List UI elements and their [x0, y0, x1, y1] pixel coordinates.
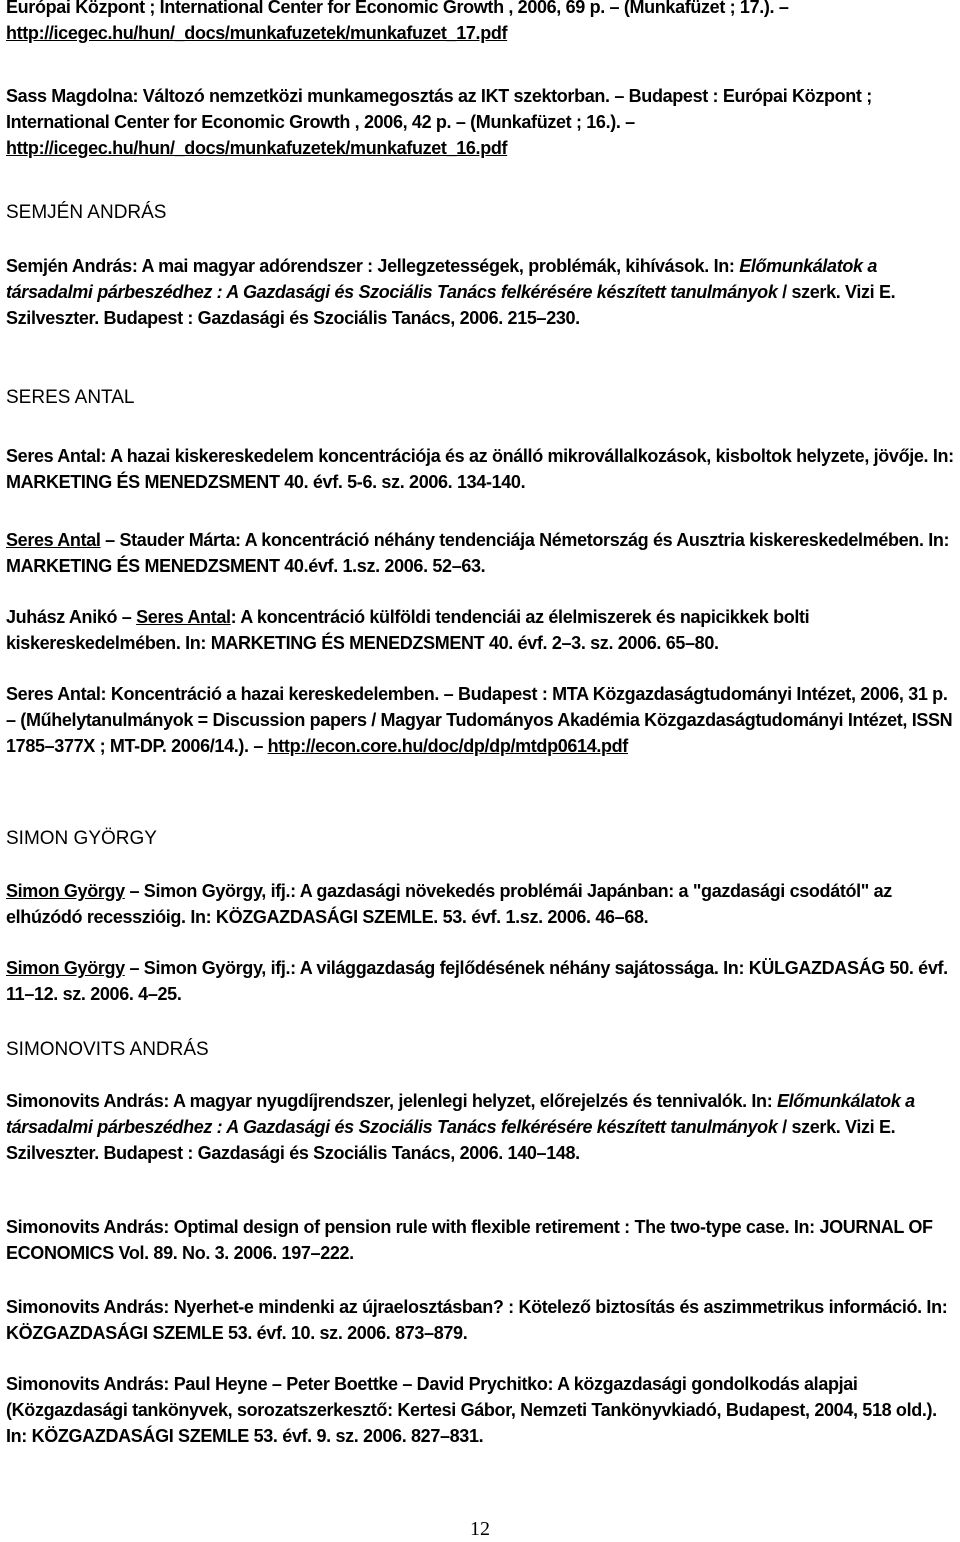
entry-text: Simonovits András: Paul Heyne – Peter Boettke – David Prychitko: A közgazdasági gondolkodás alapjai (Közgazdasági tankönyvek, sorozatszerkesztő: Kertesi Gábor, Nemzeti Tankönyvkiadó, Budapest, 2004, 518 old.). In: KÖZGAZDASÁGI SZEMLE 53. évf. 9. sz. 2006. 827–831.: [6, 1374, 937, 1446]
entry-author-underlined: Simon György: [6, 958, 125, 978]
entry-text: Simonovits András: Optimal design of pension rule with flexible retirement : The two-type case. In: JOURNAL OF ECONOMICS Vol. 89. No. 3. 2006. 197–222.: [6, 1217, 933, 1263]
entry-text: Simonovits András: A magyar nyugdíjrendszer, jelenlegi helyzet, előrejelzés és tennivalók. In:: [6, 1091, 777, 1111]
bibliography-entry: [6, 681, 954, 759]
author-heading: SIMON GYÖRGY: [6, 828, 157, 849]
document-page: [6, 0, 954, 1542]
entry-text-tail: / szerk. Vizi E. Szilveszter. Budapest : Gazdasági és Szociális Tanács, 2006. 215–230.: [6, 282, 896, 328]
entry-text-lead: Juhász Anikó –: [6, 607, 137, 627]
bibliography-entry: [6, 878, 954, 930]
entry-text: Semjén András: A mai magyar adórendszer : Jellegzetességek, problémák, kihívások. In:: [6, 256, 740, 276]
entry-text-tail: / szerk. Vizi E. Szilveszter. Budapest : Gazdasági és Szociális Tanács, 2006. 140–148.: [6, 1117, 896, 1163]
bibliography-entry: [6, 955, 954, 1007]
bibliography-entry: [6, 1371, 954, 1449]
entry-text: Seres Antal: A hazai kiskereskedelem koncentrációja és az önálló mikrovállalkozások, kisboltok helyzete, jövője. In: MARKETING ÉS MENEDZSMENT 40. évf. 5-6. sz. 2006. 134-140.: [6, 446, 954, 492]
entry-text: Sass Magdolna: Változó nemzetközi munkamegosztás az IKT szektorban. – Budapest : Európai Központ ; International Center for Economic Growth , 2006, 42 p. – (Munkafüzet ; 16.). –: [6, 86, 872, 132]
entry-text: – Stauder Márta: A koncentráció néhány tendenciája Németország és Ausztria kiskereskedelmében. In: MARKETING ÉS MENEDZSMENT 40.évf. 1.sz. 2006. 52–63.: [6, 530, 950, 576]
page-number: 12: [470, 1518, 490, 1540]
bibliography-entry: [6, 83, 954, 161]
bibliography-entry: [6, 1294, 954, 1346]
entry-text: Simonovits András: Nyerhet-e mindenki az újraelosztásban? : Kötelező biztosítás és aszimmetrikus információ. In: KÖZGAZDASÁGI SZEMLE 53. évf. 10. sz. 2006. 873–879.: [6, 1297, 948, 1343]
entry-author-underlined: Seres Antal: [6, 530, 101, 550]
entry-text: Európai Központ ; International Center for Economic Growth , 2006, 69 p. – (Munkafüzet ; 17.). –: [6, 0, 789, 17]
entry-link[interactable]: http://icegec.hu/hun/_docs/munkafuzetek/munkafuzet_16.pdf: [6, 138, 508, 158]
entry-text: : A koncentráció külföldi tendenciái az élelmiszerek és napicikkek bolti kiskereskedelmében. In: MARKETING ÉS MENEDZSMENT 40. évf. 2–3. sz. 2006. 65–80.: [6, 607, 810, 653]
bibliography-entry: [6, 443, 954, 495]
entry-author-underlined: Seres Antal: [136, 607, 231, 627]
bibliography-entry: [6, 253, 954, 331]
bibliography-entry: [6, 1214, 954, 1266]
author-heading: SERES ANTAL: [6, 387, 135, 408]
author-heading: SEMJÉN ANDRÁS: [6, 202, 167, 223]
bibliography-entry: [6, 1088, 954, 1166]
entry-text: – Simon György, ifj.: A világgazdaság fejlődésének néhány sajátossága. In: KÜLGAZDASÁG 50. évf. 11–12. sz. 2006. 4–25.: [6, 958, 948, 1004]
bibliography-entry: [6, 527, 954, 579]
entry-italic-title: Előmunkálatok a társadalmi párbeszédhez : A Gazdasági és Szociális Tanács felkérésére készített tanulmányok: [6, 256, 877, 302]
bibliography-entry: [6, 604, 954, 656]
entry-link[interactable]: http://icegec.hu/hun/_docs/munkafuzetek/munkafuzet_17.pdf: [6, 23, 508, 43]
entry-link[interactable]: http://econ.core.hu/doc/dp/dp/mtdp0614.pdf: [267, 736, 628, 756]
bibliography-entry: [6, 0, 954, 46]
entry-italic-title: Előmunkálatok a társadalmi párbeszédhez : A Gazdasági és Szociális Tanács felkérésére készített tanulmányok: [6, 1091, 915, 1137]
entry-text: – Simon György, ifj.: A gazdasági növekedés problémái Japánban: a "gazdasági csodától" az elhúzódó recesszióig. In: KÖZGAZDASÁGI SZEMLE. 53. évf. 1.sz. 2006. 46–68.: [6, 881, 892, 927]
entry-author-underlined: Simon György: [6, 881, 125, 901]
author-heading: SIMONOVITS ANDRÁS: [6, 1039, 209, 1060]
entry-text: Seres Antal: Koncentráció a hazai kereskedelemben. – Budapest : MTA Közgazdaságtudományi Intézet, 2006, 31 p. – (Műhelytanulmányok = Discussion papers / Magyar Tudományos Akadémia Közgazdaságtudományi Intézet, ISSN 1785–377X ; MT-DP. 2006/14.). –: [6, 684, 953, 756]
